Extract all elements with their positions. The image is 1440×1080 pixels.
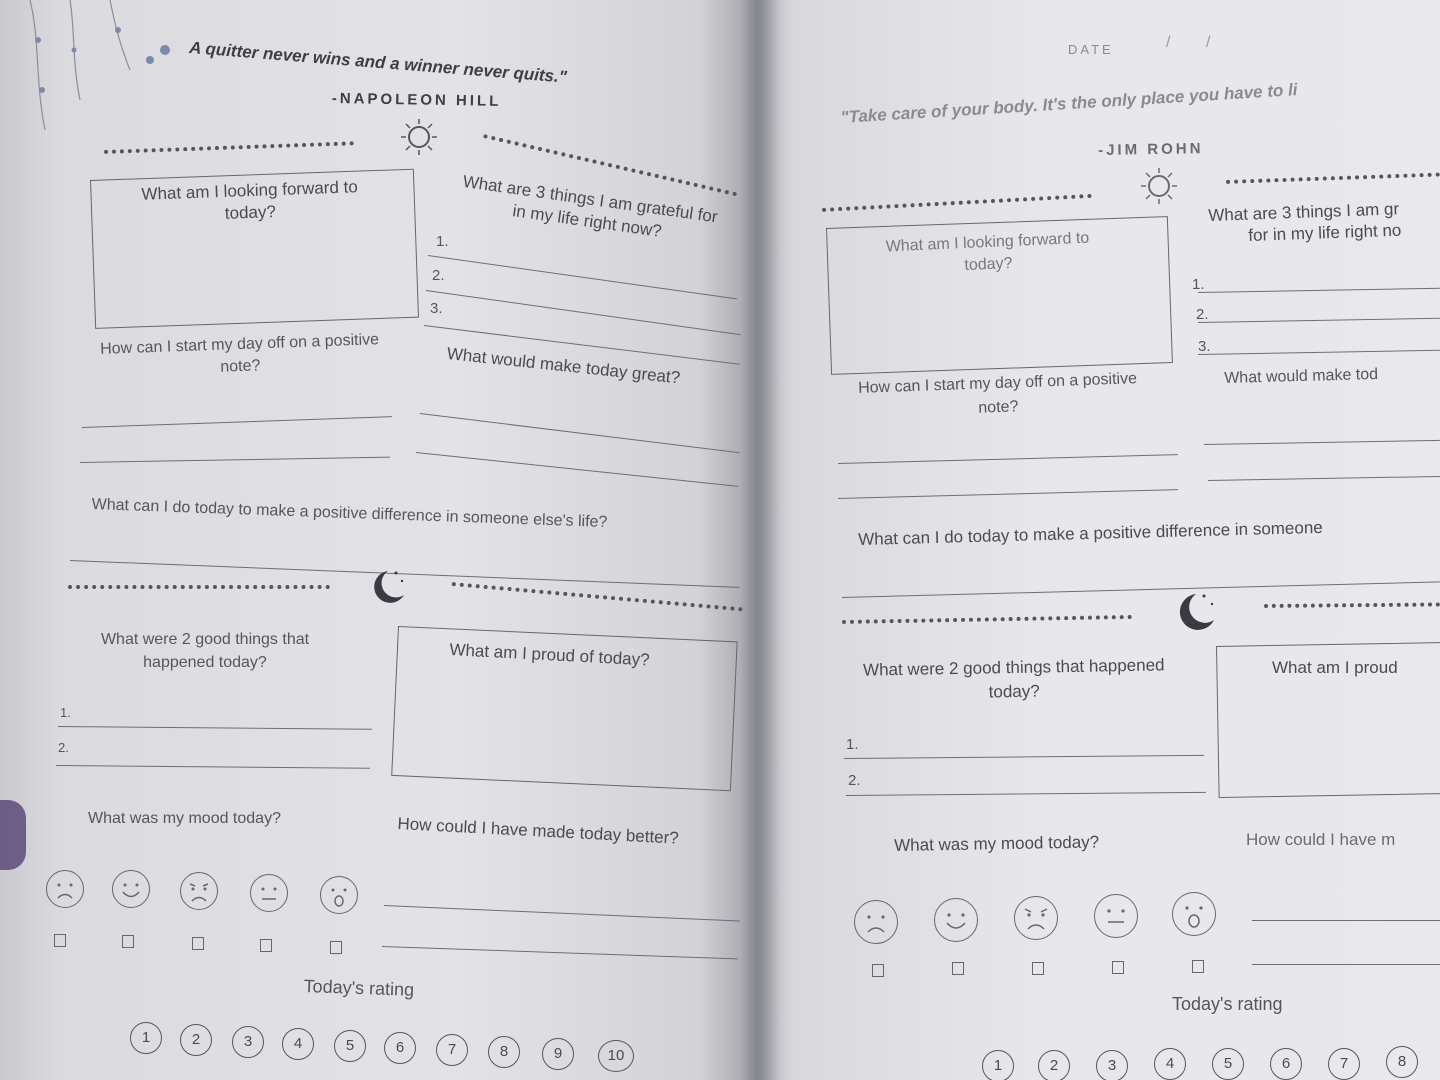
right-evening-divider-right bbox=[1264, 602, 1440, 608]
rating-10[interactable]: 10 bbox=[598, 1040, 634, 1072]
rating-7[interactable]: 7 bbox=[436, 1034, 468, 1066]
surprised-face-icon[interactable] bbox=[1172, 892, 1216, 936]
right-better-line-1[interactable] bbox=[1252, 920, 1440, 921]
rating-8[interactable]: 8 bbox=[488, 1036, 520, 1068]
right-morning-divider-right bbox=[1226, 173, 1440, 184]
good-things-line-1[interactable] bbox=[58, 726, 372, 730]
grateful-line-2[interactable] bbox=[426, 290, 741, 335]
rating-5[interactable]: 5 bbox=[334, 1030, 366, 1062]
right-grateful-number-3: 3. bbox=[1198, 338, 1211, 355]
right-good-things-line-2[interactable] bbox=[846, 792, 1206, 796]
upset-face-icon[interactable] bbox=[1014, 896, 1058, 940]
right-positive-note-prompt: How can I start my day off on a positive note? bbox=[857, 370, 1138, 417]
happy-face-icon[interactable] bbox=[934, 898, 978, 942]
right-mood-checkbox-4[interactable] bbox=[1112, 961, 1124, 974]
mood-checkbox-5[interactable] bbox=[330, 941, 342, 954]
date-label: DATE bbox=[1068, 42, 1114, 57]
right-rating-3[interactable]: 3 bbox=[1096, 1050, 1128, 1080]
make-great-line-2[interactable] bbox=[416, 452, 738, 487]
good-things-prompt: What were 2 good things that happened today? bbox=[100, 631, 310, 671]
grateful-number-1: 1. bbox=[436, 233, 449, 250]
evening-divider-left bbox=[68, 585, 330, 589]
right-grateful-number-2: 2. bbox=[1196, 306, 1209, 323]
mood-checkbox-2[interactable] bbox=[122, 935, 134, 948]
mood-checkbox-1[interactable] bbox=[54, 934, 66, 947]
mood-checkbox-3[interactable] bbox=[192, 937, 204, 950]
right-grateful-line-2[interactable] bbox=[1198, 318, 1440, 323]
right-good-things-number-2: 2. bbox=[848, 772, 861, 789]
right-proud-prompt: What am I proud bbox=[1272, 658, 1398, 677]
difference-prompt: What can I do today to make a positive difference in someone else's life? bbox=[91, 496, 608, 531]
good-things-number-2: 2. bbox=[58, 740, 69, 755]
rating-1[interactable]: 1 bbox=[130, 1022, 162, 1054]
right-quote: "Take care of your body. It's the only place you have to li bbox=[840, 80, 1298, 127]
right-difference-line[interactable] bbox=[842, 581, 1440, 598]
right-mood-prompt: What was my mood today? bbox=[894, 832, 1100, 855]
looking-forward-prompt: What am I looking forward to today? bbox=[141, 177, 359, 223]
right-better-line-2[interactable] bbox=[1252, 964, 1440, 965]
right-rating-6[interactable]: 6 bbox=[1270, 1048, 1302, 1080]
rating-label: Today's rating bbox=[303, 976, 415, 1000]
right-positive-note-line-2[interactable] bbox=[838, 489, 1178, 499]
rating-4[interactable]: 4 bbox=[282, 1028, 314, 1060]
right-rating-2[interactable]: 2 bbox=[1038, 1050, 1070, 1080]
mood-checkbox-4[interactable] bbox=[260, 939, 272, 952]
grateful-number-3: 3. bbox=[430, 300, 443, 317]
right-good-things-line-1[interactable] bbox=[844, 755, 1204, 759]
positive-note-line-2[interactable] bbox=[80, 457, 390, 463]
right-mood-checkbox-5[interactable] bbox=[1192, 960, 1204, 973]
mood-prompt: What was my mood today? bbox=[88, 810, 281, 827]
upset-face-icon[interactable] bbox=[180, 872, 218, 910]
moon-icon bbox=[366, 565, 410, 607]
right-morning-divider-left bbox=[822, 194, 1092, 212]
right-mood-checkbox-3[interactable] bbox=[1032, 962, 1044, 975]
right-grateful-number-1: 1. bbox=[1192, 276, 1205, 293]
good-things-number-1: 1. bbox=[60, 705, 71, 720]
right-better-prompt: How could I have m bbox=[1246, 830, 1396, 849]
right-grateful-prompt-2: for in my life right no bbox=[1248, 220, 1402, 245]
good-things-line-2[interactable] bbox=[56, 765, 370, 769]
right-rating-8[interactable]: 8 bbox=[1386, 1046, 1418, 1078]
happy-face-icon[interactable] bbox=[112, 870, 150, 908]
book-gutter-shadow bbox=[740, 0, 780, 1080]
right-positive-note-line-1[interactable] bbox=[838, 454, 1178, 464]
vine-illustration bbox=[0, 0, 200, 150]
sun-icon bbox=[398, 117, 440, 157]
better-line-1[interactable] bbox=[384, 905, 740, 922]
rating-3[interactable]: 3 bbox=[232, 1026, 264, 1058]
right-rating-4[interactable]: 4 bbox=[1154, 1048, 1186, 1080]
grateful-line-1[interactable] bbox=[428, 255, 737, 299]
sad-face-icon[interactable] bbox=[46, 870, 84, 908]
sun-icon bbox=[1138, 166, 1180, 206]
moon-icon bbox=[1172, 588, 1220, 634]
right-rating-1[interactable]: 1 bbox=[982, 1050, 1014, 1080]
purple-object bbox=[0, 800, 26, 870]
better-prompt: How could I have made today better? bbox=[397, 814, 680, 848]
right-difference-prompt: What can I do today to make a positive difference in someone bbox=[858, 517, 1323, 549]
right-evening-divider-left bbox=[842, 615, 1132, 624]
evening-divider-right bbox=[452, 582, 743, 611]
right-rating-5[interactable]: 5 bbox=[1212, 1048, 1244, 1080]
positive-note-line-1[interactable] bbox=[82, 416, 392, 428]
right-make-great-line-1[interactable] bbox=[1204, 440, 1440, 445]
right-grateful-prompt-1: What are 3 things I am gr bbox=[1208, 199, 1400, 225]
right-looking-forward-prompt: What am I looking forward to today? bbox=[885, 229, 1090, 275]
proud-prompt: What am I proud of today? bbox=[449, 640, 651, 670]
right-quote-author: -JIM ROHN bbox=[1098, 140, 1204, 159]
right-rating-7[interactable]: 7 bbox=[1328, 1048, 1360, 1080]
grateful-number-2: 2. bbox=[432, 267, 445, 284]
right-grateful-line-3[interactable] bbox=[1198, 350, 1440, 355]
right-good-things-number-1: 1. bbox=[846, 736, 859, 753]
right-journal-page bbox=[758, 0, 1440, 1080]
sad-face-icon[interactable] bbox=[854, 900, 898, 944]
date-slashes: / / bbox=[1166, 34, 1211, 51]
rating-2[interactable]: 2 bbox=[180, 1024, 212, 1056]
better-line-2[interactable] bbox=[382, 946, 738, 959]
rating-6[interactable]: 6 bbox=[384, 1032, 416, 1064]
left-quote-author: -NAPOLEON HILL bbox=[331, 90, 502, 110]
right-make-great-prompt: What would make tod bbox=[1224, 365, 1379, 387]
right-make-great-line-2[interactable] bbox=[1208, 476, 1440, 481]
positive-note-prompt: How can I start my day off on a positive note? bbox=[99, 331, 380, 376]
right-mood-checkbox-2[interactable] bbox=[952, 962, 964, 975]
right-grateful-line-1[interactable] bbox=[1198, 288, 1440, 293]
neutral-face-icon[interactable] bbox=[1094, 894, 1138, 938]
grateful-prompt: What are 3 things I am grateful for in my life right now? bbox=[461, 171, 719, 241]
make-great-line-1[interactable] bbox=[420, 413, 740, 453]
rating-9[interactable]: 9 bbox=[542, 1038, 574, 1070]
surprised-face-icon[interactable] bbox=[320, 876, 358, 914]
right-mood-checkbox-1[interactable] bbox=[872, 964, 884, 977]
right-rating-label: Today's rating bbox=[1172, 994, 1283, 1014]
right-good-things-prompt: What were 2 good things that happened today? bbox=[862, 655, 1165, 702]
left-quote: A quitter never wins and a winner never quits." bbox=[188, 38, 568, 87]
neutral-face-icon[interactable] bbox=[250, 874, 288, 912]
make-great-prompt: What would make today great? bbox=[446, 344, 682, 388]
